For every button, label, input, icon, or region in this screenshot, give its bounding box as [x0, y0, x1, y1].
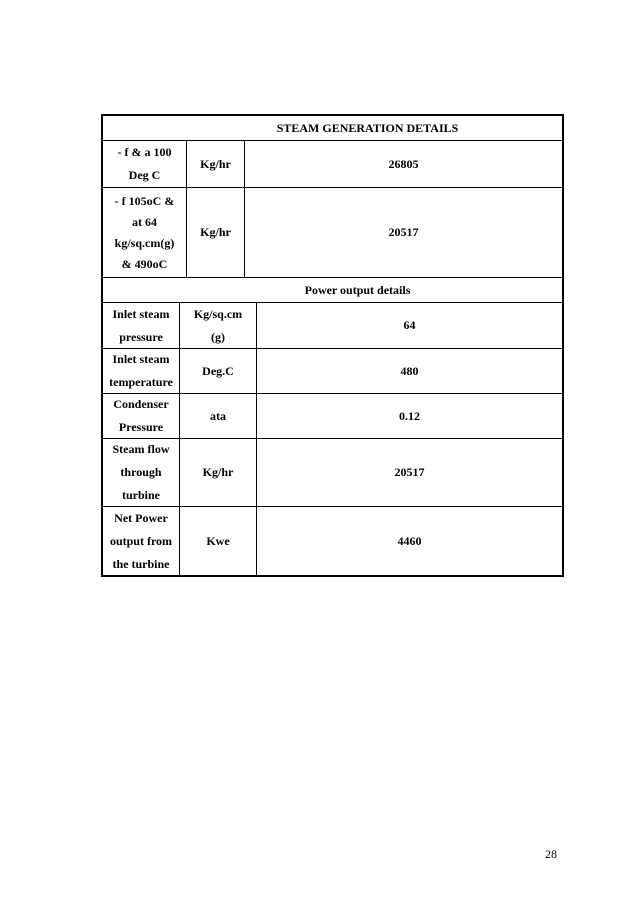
row-value: 20517 — [388, 225, 419, 239]
row-unit: Kg/hr — [180, 439, 257, 506]
row-unit: Deg.C — [180, 349, 257, 393]
row-unit: Kg/hr — [187, 141, 245, 187]
table-row — [103, 394, 562, 439]
row-unit: Kg/sq.cm (g) — [180, 303, 257, 348]
row-value: 0.12 — [399, 408, 420, 423]
section-title: Power output details — [103, 278, 562, 303]
row-unit: Kwe — [180, 507, 257, 575]
steam-generation-table — [101, 114, 564, 577]
row-label: - f 105oC & at 64 kg/sq.cm(g) & 490oC — [103, 188, 187, 277]
row-label: Steam flow through turbine — [103, 439, 180, 506]
row-unit: Kg/hr — [187, 188, 245, 277]
row-value: 4460 — [397, 533, 422, 548]
row-value: 20517 — [394, 465, 425, 479]
row-unit: ata — [180, 394, 257, 438]
table-row — [103, 141, 562, 188]
table-row — [103, 188, 562, 278]
table-title: STEAM GENERATION DETAILS — [103, 116, 562, 141]
row-label: - f & a 100 Deg C — [103, 141, 187, 187]
table-row — [103, 439, 562, 507]
table-row — [103, 303, 562, 349]
row-label: Inlet steam pressure — [103, 303, 180, 348]
table-row — [103, 507, 562, 575]
row-label: Inlet steam temperature — [103, 349, 180, 393]
page-number: 28 — [545, 847, 557, 861]
row-value: 64 — [403, 318, 416, 332]
row-value: 480 — [400, 363, 419, 378]
row-value: 26805 — [388, 156, 419, 171]
table-row — [103, 349, 562, 394]
row-label: Condenser Pressure — [103, 394, 180, 438]
row-label: Net Power output from the turbine — [103, 507, 180, 575]
